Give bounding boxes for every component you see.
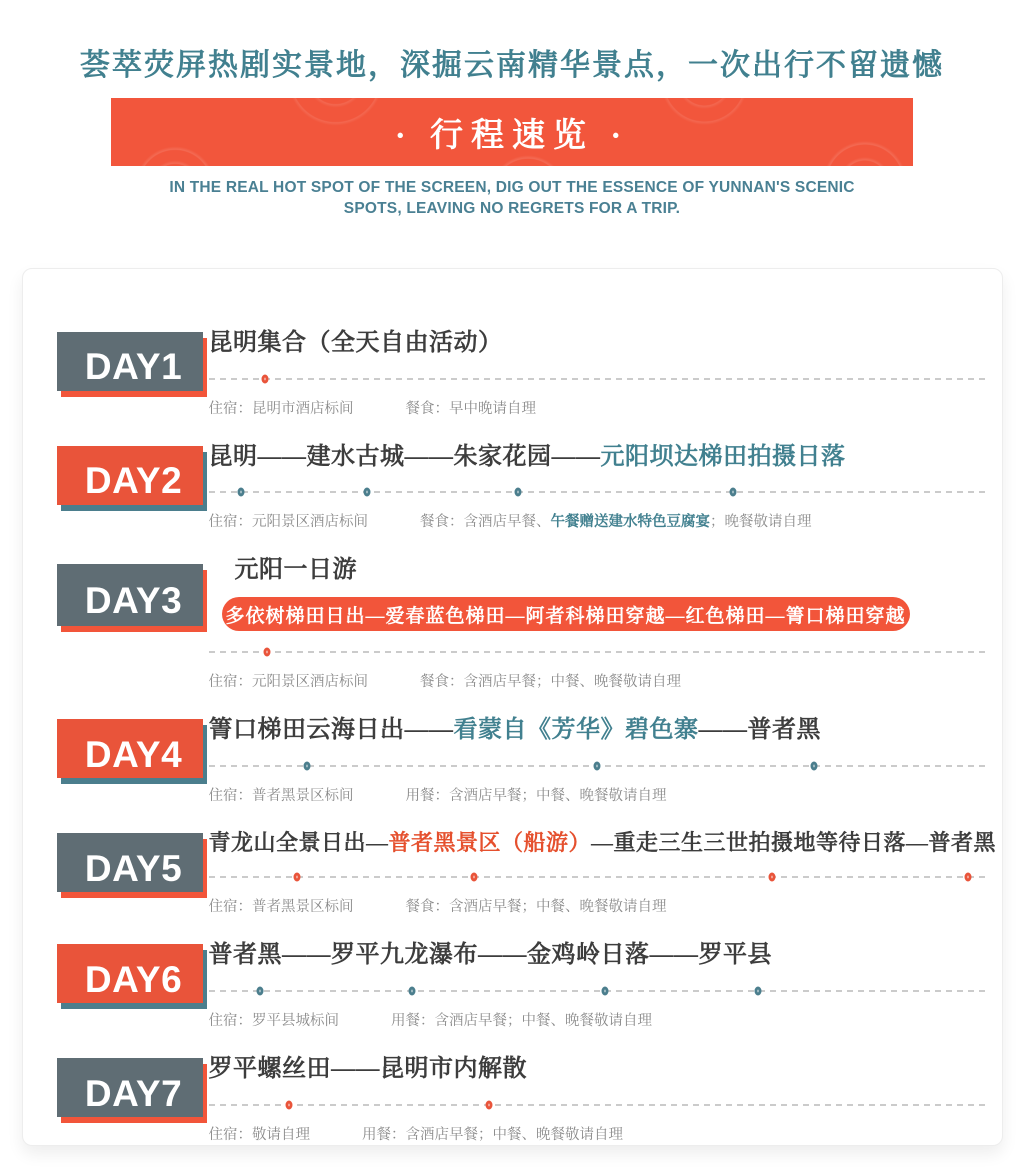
- title-segment: 元阳坝达梯田拍摄日落: [600, 443, 846, 470]
- day-badge-label: DAY4: [84, 733, 183, 775]
- info-value: 含酒店早餐；中餐、晚餐敬请自理: [463, 674, 681, 691]
- day-badge: [61, 1064, 207, 1123]
- day-title: [209, 443, 988, 472]
- title-segment: 普者黑景区（船游）: [388, 830, 592, 856]
- timeline-stop-dot: [515, 488, 522, 497]
- day-badge-label: DAY2: [84, 460, 183, 502]
- info-group: [209, 1123, 311, 1144]
- route-pill: 多依树梯田日出—爱春蓝色梯田—阿者科梯田穿越—红色梯田—箐口梯田穿越: [222, 597, 910, 631]
- timeline-stop-dot: [729, 488, 736, 497]
- day-badge-column: [41, 714, 209, 805]
- timeline-stop-dot: [303, 762, 310, 771]
- timeline-stop-dot: [754, 987, 761, 996]
- day-badge-label: DAY6: [84, 958, 183, 1000]
- info-label: 餐食：: [405, 400, 449, 417]
- route-timeline: [209, 1097, 987, 1113]
- timeline-stop-dot: [486, 1101, 493, 1110]
- info-group: [209, 510, 369, 531]
- english-subtitle-line2: SPOTS, LEAVING NO REGRETS FOR A TRIP.: [343, 199, 681, 217]
- timeline-dashed-line: [209, 990, 987, 992]
- timeline-stop-dot: [470, 873, 477, 882]
- day-row: [41, 1053, 988, 1144]
- timeline-stop-dot: [263, 648, 270, 657]
- day-badge-column: [41, 1053, 209, 1144]
- info-value: 含酒店早餐、: [463, 514, 551, 531]
- timeline-dashed-line: [209, 1104, 987, 1106]
- title-segment: 昆明——建水古城——朱家花园——: [208, 443, 601, 470]
- timeline-stop-dot: [256, 987, 263, 996]
- info-label: 住宿：: [208, 788, 252, 805]
- title-segment: 昆明集合（全天自由活动）: [208, 329, 503, 356]
- route-timeline: [209, 983, 987, 999]
- info-label: 住宿：: [208, 514, 252, 531]
- day-row: [41, 441, 988, 532]
- day-content: [209, 1053, 988, 1144]
- title-segment: 看蒙自《芳华》碧色寨: [453, 717, 699, 744]
- info-group: [420, 510, 812, 531]
- info-value: 早中晚请自理: [449, 400, 536, 417]
- day-content: [209, 828, 997, 916]
- day-badge-column: [41, 828, 209, 916]
- day-title: [209, 556, 988, 585]
- day-badge-column: [41, 554, 209, 691]
- title-segment: 元阳一日游: [234, 557, 357, 584]
- itinerary-card: [22, 268, 1003, 1146]
- info-group: [406, 397, 537, 418]
- info-label: 住宿：: [208, 400, 252, 417]
- info-value: 含酒店早餐；中餐、晚餐敬请自理: [449, 899, 667, 916]
- timeline-dashed-line: [209, 491, 987, 493]
- info-group: [209, 1009, 340, 1030]
- day-badge: [61, 338, 207, 397]
- day-badge-column: [41, 441, 209, 532]
- title-segment: 青龙山全景日出—: [208, 830, 389, 856]
- timeline-stop-dot: [810, 762, 817, 771]
- info-label: 餐食：: [420, 514, 464, 531]
- day-badge: [61, 570, 207, 632]
- banner-title: · 行程速览 ·: [394, 117, 630, 154]
- day-badge: [61, 950, 207, 1009]
- info-label: 住宿：: [208, 1127, 252, 1144]
- day-info-line: [209, 1009, 988, 1030]
- day-row: [41, 554, 988, 691]
- info-group: [209, 895, 354, 916]
- day-content: [209, 441, 988, 532]
- info-value: 元阳景区酒店标间: [252, 674, 368, 691]
- info-group: [420, 670, 681, 691]
- day-info-line: [209, 670, 988, 691]
- info-label: 住宿：: [208, 899, 252, 916]
- timeline-stop-dot: [364, 488, 371, 497]
- english-subtitle: [0, 178, 1024, 220]
- info-group: [391, 1009, 652, 1030]
- day-badge-column: [41, 327, 209, 418]
- info-value: 元阳景区酒店标间: [252, 514, 368, 531]
- route-timeline: [209, 484, 987, 500]
- info-value: 含酒店早餐；中餐、晚餐敬请自理: [405, 1127, 623, 1144]
- timeline-stop-dot: [262, 374, 269, 383]
- day-badge-label: DAY5: [84, 847, 183, 889]
- day-content: [209, 554, 988, 691]
- itinerary-banner: [111, 98, 913, 166]
- day-row: [41, 714, 988, 805]
- day-info-line: [209, 895, 997, 916]
- info-group: [362, 1123, 623, 1144]
- day-badge: [61, 725, 207, 784]
- day-content: [209, 327, 988, 418]
- route-timeline: [209, 644, 987, 660]
- info-value: 敬请自理: [252, 1127, 310, 1144]
- itinerary-list: [41, 327, 997, 1144]
- timeline-dashed-line: [209, 651, 987, 653]
- title-segment: ——普者黑: [698, 717, 821, 744]
- day-title: [209, 941, 988, 970]
- info-group: [406, 784, 667, 805]
- timeline-stop-dot: [238, 488, 245, 497]
- info-group: [209, 670, 369, 691]
- timeline-stop-dot: [285, 1101, 292, 1110]
- timeline-stop-dot: [593, 762, 600, 771]
- timeline-stop-dot: [964, 873, 971, 882]
- day-info-line: [209, 1123, 988, 1144]
- english-subtitle-line1: IN THE REAL HOT SPOT OF THE SCREEN, DIG OUT THE ESSENCE OF YUNNAN'S SCENIC: [169, 179, 855, 196]
- info-value: 普者黑景区标间: [252, 899, 354, 916]
- title-segment: —重走三生三世拍摄地等待日落—普者黑: [591, 830, 997, 856]
- day-title: [209, 1055, 988, 1084]
- info-group: [209, 397, 354, 418]
- info-value: 午餐赠送建水特色豆腐宴: [550, 514, 710, 531]
- title-segment: 普者黑——罗平九龙瀑布——金鸡岭日落——罗平县: [208, 942, 772, 969]
- info-value: 昆明市酒店标间: [252, 400, 354, 417]
- info-group: [209, 784, 354, 805]
- day-badge-label: DAY3: [84, 580, 183, 622]
- info-label: 住宿：: [208, 1013, 252, 1030]
- timeline-dashed-line: [209, 378, 987, 380]
- timeline-stop-dot: [409, 987, 416, 996]
- title-segment: 罗平螺丝田——昆明市内解散: [208, 1056, 527, 1083]
- info-value: 罗平县城标间: [252, 1013, 339, 1030]
- day-badge-column: [41, 939, 209, 1030]
- info-value: 含酒店早餐；中餐、晚餐敬请自理: [434, 1013, 652, 1030]
- info-value: 普者黑景区标间: [252, 788, 354, 805]
- day-content: [209, 939, 988, 1030]
- info-label: 住宿：: [208, 674, 252, 691]
- page-headline: 荟萃荧屏热剧实景地，深掘云南精华景点，一次出行不留遗憾: [80, 49, 944, 82]
- info-group: [406, 895, 667, 916]
- day-title: [209, 716, 988, 745]
- route-timeline: [209, 869, 987, 885]
- info-value: ；晚餐敬请自理: [710, 514, 812, 531]
- info-label: 餐食：: [420, 674, 464, 691]
- day-content: [209, 714, 988, 805]
- title-segment: 箐口梯田云海日出——: [208, 717, 454, 744]
- day-title: [209, 830, 997, 856]
- day-badge-label: DAY1: [84, 346, 183, 388]
- day-info-line: [209, 784, 988, 805]
- timeline-stop-dot: [601, 987, 608, 996]
- timeline-stop-dot: [768, 873, 775, 882]
- day-info-line: [209, 397, 988, 418]
- day-badge: [61, 839, 207, 898]
- day-badge-label: DAY7: [84, 1072, 183, 1114]
- info-value: 含酒店早餐；中餐、晚餐敬请自理: [449, 788, 667, 805]
- info-label: 餐食：: [405, 899, 449, 916]
- day-row: [41, 828, 997, 916]
- day-row: [41, 939, 988, 1030]
- day-title: [209, 329, 988, 358]
- route-timeline: [209, 758, 987, 774]
- day-info-line: [209, 510, 988, 531]
- timeline-stop-dot: [294, 873, 301, 882]
- info-label: 用餐：: [405, 788, 449, 805]
- day-row: [41, 327, 988, 418]
- day-badge: [61, 452, 207, 511]
- info-label: 用餐：: [362, 1127, 406, 1144]
- info-label: 用餐：: [391, 1013, 435, 1030]
- route-timeline: [209, 371, 987, 387]
- timeline-dashed-line: [209, 876, 987, 878]
